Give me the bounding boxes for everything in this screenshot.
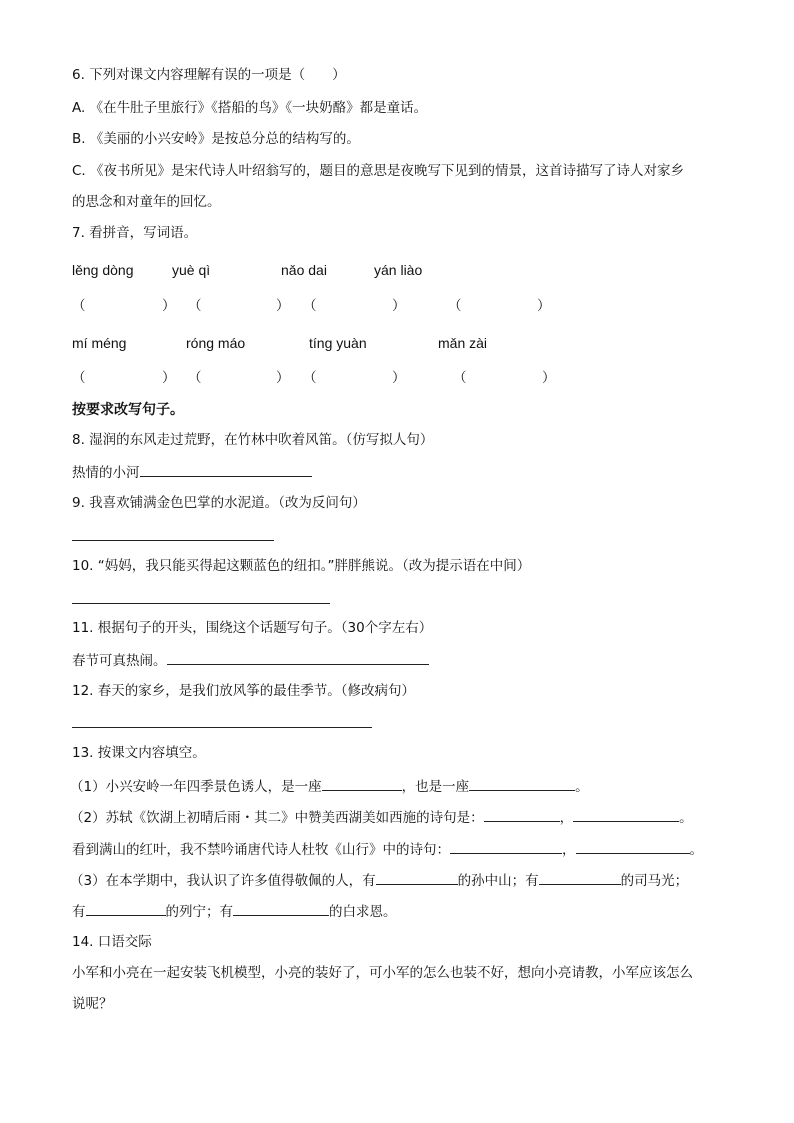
pinyin-2-2: róng máo	[186, 335, 246, 351]
pinyin-2-4: mǎn zài	[438, 335, 488, 351]
answer-box-2-3-open: （	[303, 370, 317, 386]
q8-prefix: 热情的小河	[72, 465, 140, 481]
q9-answer-rule[interactable]	[72, 540, 274, 541]
pinyin-2-3: tíng yuàn	[309, 335, 367, 351]
q13-p2b-blank-2[interactable]	[576, 839, 690, 854]
answer-box-2-4-open: （	[453, 370, 467, 386]
section-title: 按要求改写句子。	[72, 402, 184, 418]
q6-option-a: A. 《在牛肚子里旅行》《搭船的鸟》《一块奶酪》都是童话。	[72, 100, 428, 116]
q9-stem: 9. 我喜欢铺满金色巴掌的水泥道。（改为反问句）	[72, 495, 366, 511]
q11-blank[interactable]	[167, 650, 429, 665]
q14-body-line1: 小军和小亮在一起安装飞机模型，小亮的装好了，可小军的怎么也装不好，想向小亮请教，小军应该怎么	[72, 965, 693, 981]
q7-stem: 7. 看拼音，写词语。	[72, 225, 198, 241]
pinyin-1-2: yuè qì	[172, 262, 211, 278]
answer-box-1-3-open: （	[303, 298, 317, 314]
answer-box-2-4-close: ）	[542, 370, 556, 386]
q8-stem: 8. 湿润的东风走过荒野，在竹林中吹着风笛。（仿写拟人句）	[72, 432, 434, 448]
q10-stem: 10. “妈妈，我只能买得起这颗蓝色的纽扣。”胖胖熊说。（改为提示语在中间）	[72, 558, 531, 574]
answer-box-1-1-close: ）	[162, 298, 176, 314]
answer-box-1-2-close: ）	[276, 298, 290, 314]
answer-box-1-2-open: （	[188, 298, 202, 314]
q13-part3-cont: 有 的列宁；有 的白求恩。	[72, 901, 397, 921]
q10-answer-rule[interactable]	[72, 603, 330, 604]
answer-box-2-1-close: ）	[162, 370, 176, 386]
q13-p1-blank-2[interactable]	[469, 776, 575, 791]
q13-part2-cont: 看到满山的红叶，我不禁吟诵唐代诗人杜牧《山行》中的诗句： ， 。	[72, 839, 703, 859]
q12-stem: 12. 春天的家乡，是我们放风筝的最佳季节。（修改病句）	[72, 683, 416, 699]
answer-box-1-4-open: （	[448, 298, 462, 314]
pinyin-1-4: yán liào	[374, 262, 423, 278]
q6-stem: 6. 下列对课文内容理解有误的一项是（ ）	[72, 67, 346, 83]
answer-box-1-4-close: ）	[537, 298, 551, 314]
q13-p2-blank-2[interactable]	[573, 807, 679, 822]
q14-body-line2: 说呢？	[72, 996, 113, 1012]
q8-answer-line	[72, 462, 312, 482]
q6-option-b: B. 《美丽的小兴安岭》是按总分总的结构写的。	[72, 131, 360, 147]
q6-option-c-line2: 的思念和对童年的回忆。	[72, 194, 221, 210]
pinyin-2-1: mí méng	[72, 335, 127, 351]
pinyin-1-1: lěng dòng	[72, 262, 134, 278]
q13-stem: 13. 按课文内容填空。	[72, 745, 206, 761]
answer-box-2-2-open: （	[188, 370, 202, 386]
q13-p2b-blank-1[interactable]	[450, 839, 562, 854]
answer-box-2-1-open: （	[72, 370, 86, 386]
q13-part2: （2）苏轼《饮湖上初晴后雨・其二》中赞美西湖美如西施的诗句是： ， 。	[70, 807, 693, 827]
q13-p3b-blank-1[interactable]	[86, 901, 166, 916]
q13-part3: （3）在本学期中，我认识了许多值得敬佩的人，有 的孙中山；有 的司马光；	[70, 870, 688, 890]
q8-blank[interactable]	[140, 462, 312, 477]
q12-answer-rule[interactable]	[72, 727, 372, 728]
q13-p3-blank-1[interactable]	[376, 870, 458, 885]
q13-p2-blank-1[interactable]	[484, 807, 560, 822]
q14-stem: 14. 口语交际	[72, 934, 152, 950]
answer-box-2-3-close: ）	[392, 370, 406, 386]
q6-option-c-line1: C. 《夜书所见》是宋代诗人叶绍翁写的，题目的意思是夜晚写下见到的情景，这首诗描写了诗人对家乡	[72, 163, 685, 179]
q13-p3-blank-2[interactable]	[539, 870, 621, 885]
q13-p3b-blank-2[interactable]	[233, 901, 329, 916]
pinyin-1-3: nǎo dai	[281, 262, 327, 278]
q11-stem: 11. 根据句子的开头，围绕这个话题写句子。（30个字左右）	[72, 620, 433, 636]
q13-p1-blank-1[interactable]	[322, 776, 402, 791]
q13-part1: （1）小兴安岭一年四季景色诱人，是一座 ，也是一座 。	[70, 776, 589, 796]
q11-prefix: 春节可真热闹。	[72, 653, 167, 669]
q11-answer-line	[72, 650, 429, 670]
answer-box-1-3-close: ）	[392, 298, 406, 314]
answer-box-2-2-close: ）	[276, 370, 290, 386]
answer-box-1-1-open: （	[72, 298, 86, 314]
